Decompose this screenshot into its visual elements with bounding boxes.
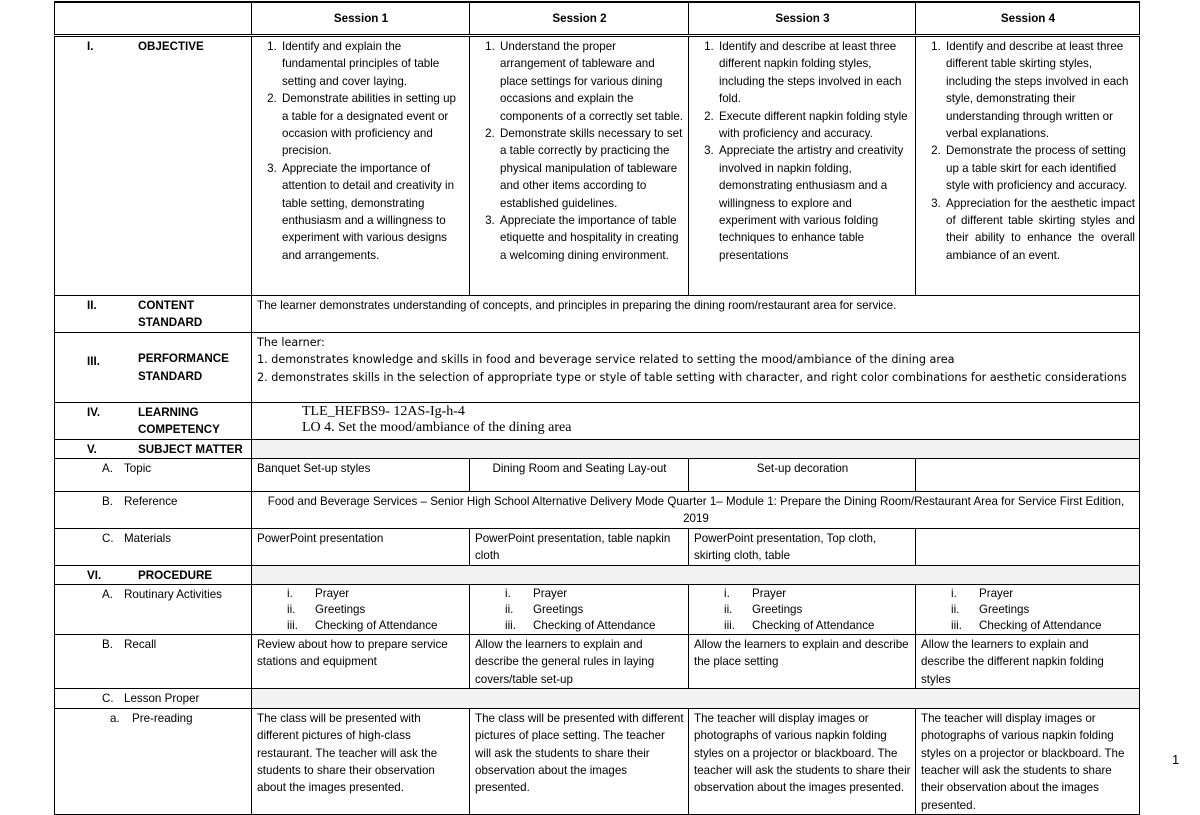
routinary-num: ii. xyxy=(724,603,733,617)
topic-session-2: Dining Room and Seating Lay-out xyxy=(470,459,689,492)
objective-item: 2. Execute different napkin folding style with proficiency and accuracy. xyxy=(717,108,911,143)
routinary-item: Prayer xyxy=(752,587,787,601)
recall-session-2: Allow the learners to explain and describe the general rules in laying covers/table set-up xyxy=(470,635,689,689)
subject-matter-blank xyxy=(252,439,1140,458)
recall-session-4: Allow the learners to explain and describe the different napkin folding styles xyxy=(916,635,1140,689)
content-standard-roman: II. xyxy=(87,299,97,312)
lesson-proper-blank xyxy=(252,689,1140,708)
lesson-proper-label-cell xyxy=(55,689,252,708)
performance-standard-item-1: 1. demonstrates knowledge and skills in food and beverage service related to setting the mood/ambiance of the dining area xyxy=(257,353,955,367)
materials-session-1: PowerPoint presentation xyxy=(252,528,470,565)
learning-competency-label-2: COMPETENCY xyxy=(138,423,220,437)
pre-reading-session-1: The class will be presented with different pictures of high-class restaurant. The teacher will ask the students to share their observation about the images presented. xyxy=(252,708,470,814)
objective-session-4 xyxy=(916,36,1140,296)
subject-matter-label-cell xyxy=(55,439,252,458)
recall-session-1: Review about how to prepare service stations and equipment xyxy=(252,635,470,689)
topic-label: Topic xyxy=(124,462,152,476)
routinary-session-3 xyxy=(689,585,916,635)
routinary-letter: A. xyxy=(102,588,113,602)
procedure-label: PROCEDURE xyxy=(138,568,213,582)
routinary-item: Checking of Attendance xyxy=(979,619,1102,633)
procedure-label-cell xyxy=(55,565,252,584)
routinary-item: Greetings xyxy=(533,603,584,617)
routinary-row xyxy=(55,585,1140,635)
content-standard-row xyxy=(55,296,1140,333)
learning-competency-label-1: LEARNING xyxy=(138,405,199,419)
objective-item: 2. Demonstrate abilities in setting up a table for a designated event or occasion with proficiency and precision. xyxy=(280,90,465,160)
header-blank-cell xyxy=(55,2,252,36)
objective-session-1 xyxy=(252,36,470,296)
content-standard-label-1: CONTENT xyxy=(138,299,195,312)
reference-letter: B. xyxy=(102,495,113,509)
procedure-roman: VI. xyxy=(87,568,102,582)
objective-row xyxy=(55,36,1140,296)
pre-reading-row xyxy=(55,708,1140,814)
objective-label-cell xyxy=(55,36,252,296)
learning-competency-label-cell xyxy=(55,402,252,439)
routinary-num: iii. xyxy=(724,619,735,633)
performance-standard-label-1: PERFORMANCE xyxy=(138,352,229,366)
objective-item: 2. Demonstrate skills necessary to set a table correctly by practicing the physical manipulation of tableware and other items according to established guidelines. xyxy=(498,125,684,212)
routinary-label: Routinary Activities xyxy=(124,588,222,602)
objective-item: 1. Understand the proper arrangement of tableware and place settings for various dining occasions and explain the components of a correctly set table. xyxy=(498,38,684,125)
lesson-plan-sheet xyxy=(54,1,1139,815)
reference-label-cell xyxy=(55,492,252,529)
topic-label-cell xyxy=(55,459,252,492)
objective-item: 1. Identify and describe at least three different table skirting styles, including the steps involved in each style, demonstrating their understanding through written or verbal explanations. xyxy=(944,38,1135,142)
materials-session-4 xyxy=(916,528,1140,565)
objective-item: 2. Demonstrate the process of setting up a table skirt for each identified style with proficiency and accuracy. xyxy=(944,142,1135,194)
page-number: 1 xyxy=(1172,752,1180,767)
recall-label-cell xyxy=(55,635,252,689)
competency-lo: LO 4. Set the mood/ambiance of the dining area xyxy=(302,419,572,435)
recall-label: Recall xyxy=(124,638,157,652)
performance-standard-label-cell xyxy=(55,332,252,402)
routinary-item: Checking of Attendance xyxy=(315,619,438,633)
pre-reading-session-3: The teacher will display images or photographs of various napkin folding styles on a projector or blackboard. The teacher will ask the students to share their observation about the images presented. xyxy=(689,708,916,814)
topic-session-4 xyxy=(916,459,1140,492)
pre-reading-session-4: The teacher will display images or photographs of various napkin folding styles on a projector or blackboard. The teacher will ask the students to share their observation about the images presented. xyxy=(916,708,1140,814)
topic-session-3: Set-up decoration xyxy=(689,459,916,492)
performance-standard-label-2: STANDARD xyxy=(138,369,203,383)
subject-matter-row xyxy=(55,439,1140,458)
routinary-item: Greetings xyxy=(315,603,366,617)
objective-item: 3. Appreciate the artistry and creativity involved in napkin folding, demonstrating enthusiasm and a willingness to explore and experiment with various folding techniques to enhance table presentations xyxy=(717,142,911,264)
routinary-num: ii. xyxy=(505,603,514,617)
subject-matter-label: SUBJECT MATTER xyxy=(138,442,243,456)
routinary-item: Checking of Attendance xyxy=(752,619,875,633)
subject-matter-roman: V. xyxy=(87,442,97,456)
reference-text: Food and Beverage Services – Senior High School Alternative Delivery Mode Quarter 1– Module 1: Prepare the Dining Room/Restaurant Area for Service First Edition, 2019 xyxy=(252,492,1140,529)
routinary-session-4 xyxy=(916,585,1140,635)
topic-session-1: Banquet Set-up styles xyxy=(252,459,470,492)
performance-standard-intro: The learner: xyxy=(257,335,325,349)
materials-row xyxy=(55,528,1140,565)
procedure-row xyxy=(55,565,1140,584)
routinary-item: Prayer xyxy=(315,587,350,601)
topic-letter: A. xyxy=(102,462,113,476)
routinary-num: iii. xyxy=(951,619,962,633)
pre-reading-letter: a. xyxy=(110,711,120,725)
materials-label: Materials xyxy=(124,531,172,545)
routinary-item: Checking of Attendance xyxy=(533,619,656,633)
materials-label-cell xyxy=(55,528,252,565)
routinary-num: ii. xyxy=(951,603,960,617)
objective-session-2 xyxy=(470,36,689,296)
pre-reading-label-cell xyxy=(55,708,252,814)
header-session-2: Session 2 xyxy=(470,2,689,36)
header-session-1: Session 1 xyxy=(252,2,470,36)
routinary-num: i. xyxy=(505,587,511,601)
reference-label: Reference xyxy=(124,495,178,509)
routinary-num: iii. xyxy=(287,619,298,633)
routinary-num: i. xyxy=(724,587,730,601)
objective-session-3 xyxy=(689,36,916,296)
objective-item: 3. Appreciate the importance of table etiquette and hospitality in creating a welcoming dining environment. xyxy=(498,212,684,264)
routinary-num: i. xyxy=(951,587,957,601)
header-session-3: Session 3 xyxy=(689,2,916,36)
topic-row xyxy=(55,459,1140,492)
lesson-proper-label: Lesson Proper xyxy=(124,692,200,706)
routinary-label-cell xyxy=(55,585,252,635)
performance-standard-row xyxy=(55,332,1140,402)
routinary-num: i. xyxy=(287,587,293,601)
header-row xyxy=(55,2,1140,36)
objective-item: 1. Identify and explain the fundamental principles of table setting and cover laying. xyxy=(280,38,465,90)
materials-session-3: PowerPoint presentation, Top cloth, skirting cloth, table xyxy=(689,528,916,565)
learning-competency-text xyxy=(252,402,1140,439)
routinary-num: iii. xyxy=(505,619,516,633)
routinary-item: Prayer xyxy=(979,587,1014,601)
content-standard-text: The learner demonstrates understanding of concepts, and principles in preparing the dining room/restaurant area for service. xyxy=(252,296,1140,333)
performance-standard-item-2: 2. demonstrates skills in the selection of appropriate type or style of table setting with character, and right color combinations for aesthetic considerations xyxy=(257,370,1127,384)
materials-letter: C. xyxy=(102,531,114,545)
learning-competency-row xyxy=(55,402,1140,439)
routinary-num: ii. xyxy=(287,603,296,617)
procedure-blank xyxy=(252,565,1140,584)
routinary-item: Greetings xyxy=(979,603,1030,617)
pre-reading-session-2: The class will be presented with different pictures of place setting. The teacher will ask the students to share their observation about the images presented. xyxy=(470,708,689,814)
lesson-proper-letter: C. xyxy=(102,692,114,706)
objective-roman: I. xyxy=(87,40,94,53)
materials-session-2: PowerPoint presentation, table napkin cloth xyxy=(470,528,689,565)
objective-item: 3. Appreciation for the aesthetic impact of different table skirting styles and their ability to enhance the overall ambiance of an event. xyxy=(944,195,1135,265)
routinary-item: Prayer xyxy=(533,587,568,601)
recall-letter: B. xyxy=(102,638,113,652)
competency-code: TLE_HEFBS9- 12AS-Ig-h-4 xyxy=(302,403,465,419)
learning-competency-roman: IV. xyxy=(87,405,101,419)
content-standard-label-cell xyxy=(55,296,252,333)
lesson-plan-table xyxy=(54,1,1140,815)
pre-reading-label: Pre-reading xyxy=(132,711,193,725)
recall-row xyxy=(55,635,1140,689)
content-standard-label-2: STANDARD xyxy=(138,316,203,330)
lesson-proper-row xyxy=(55,689,1140,708)
recall-session-3: Allow the learners to explain and describe the place setting xyxy=(689,635,916,689)
performance-standard-text xyxy=(252,332,1140,402)
objective-item: 3. Appreciate the importance of attention to detail and creativity in table setting, demonstrating enthusiasm and a willingness to experiment with various designs and arrangements. xyxy=(280,160,465,264)
objective-label: OBJECTIVE xyxy=(138,40,204,53)
performance-standard-roman: III. xyxy=(87,354,100,368)
routinary-session-1 xyxy=(252,585,470,635)
header-session-4: Session 4 xyxy=(916,2,1140,36)
routinary-session-2 xyxy=(470,585,689,635)
routinary-item: Greetings xyxy=(752,603,803,617)
objective-item: 1. Identify and describe at least three different napkin folding styles, including the steps involved in each fold. xyxy=(717,38,911,108)
reference-row xyxy=(55,492,1140,529)
